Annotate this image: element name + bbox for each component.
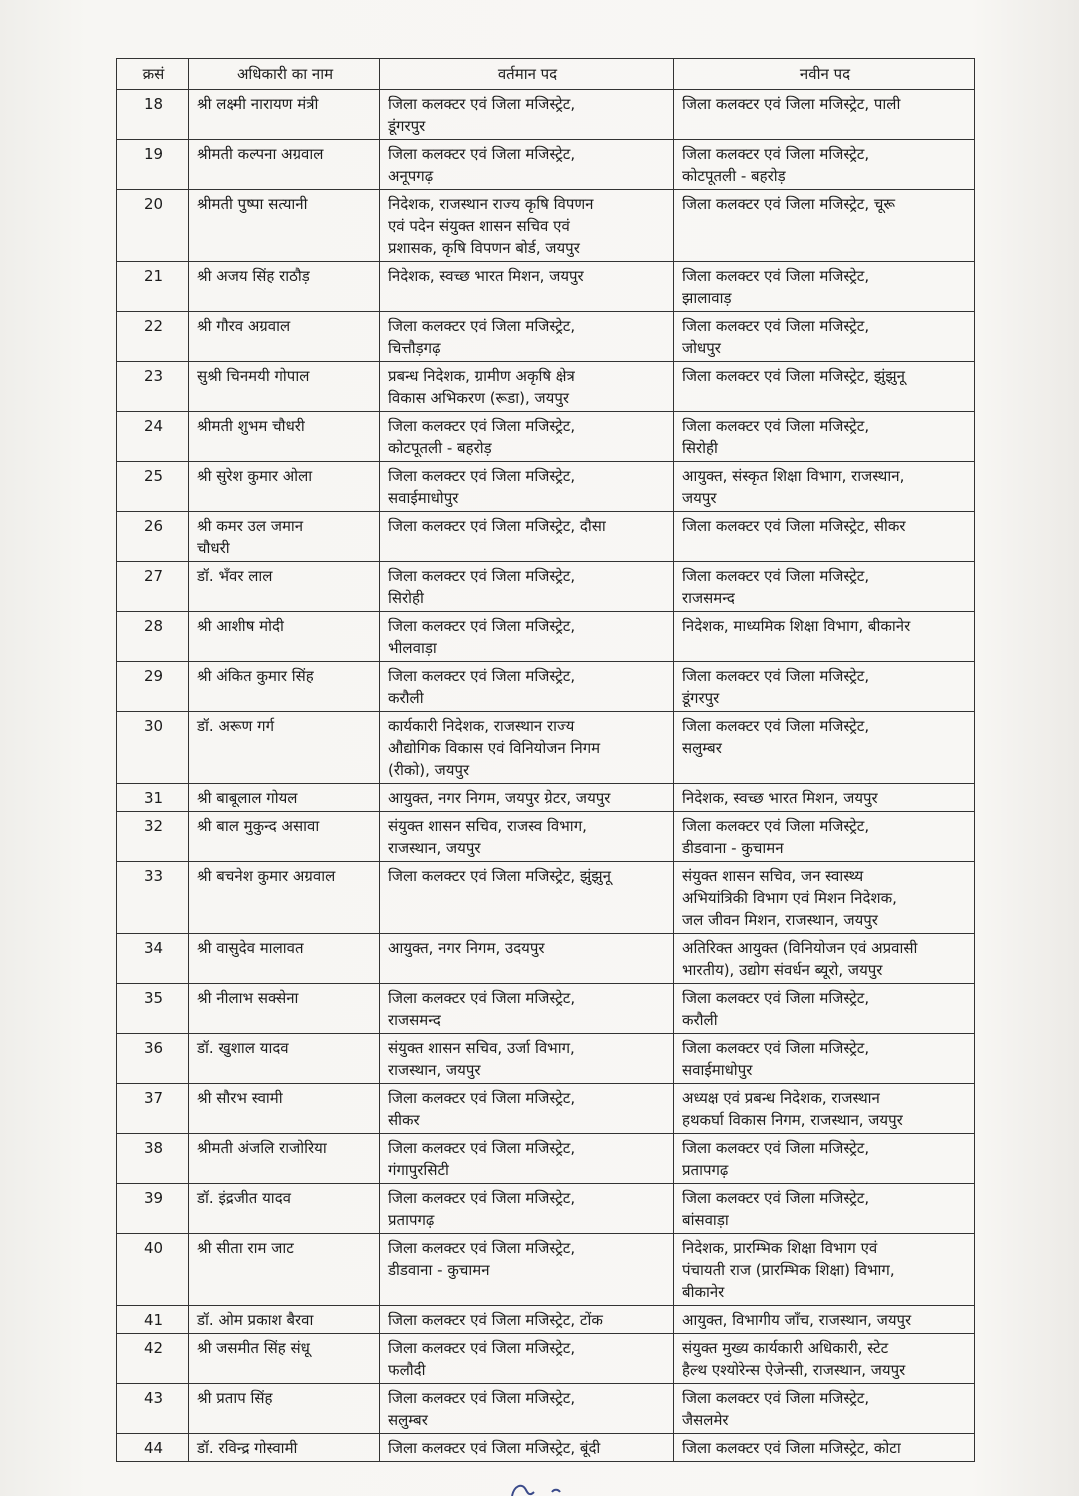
table-row: [117, 262, 975, 312]
serial-no-cell-text: 42: [143, 1339, 164, 1357]
current-post-cell: [380, 984, 674, 1034]
current-post-cell-text: जिला कलक्टर एवं जिला मजिस्ट्रेट, राजसमन्द: [388, 989, 576, 1029]
table-row: [117, 984, 975, 1034]
current-post-cell: [380, 934, 674, 984]
new-post-cell: [674, 1134, 975, 1184]
current-post-cell: [380, 812, 674, 862]
header-officer-name: अधिकारी का नाम: [189, 59, 380, 90]
new-post-cell: [674, 1034, 975, 1084]
new-post-cell: [674, 262, 975, 312]
officer-name-cell: [189, 190, 380, 262]
current-post-cell: [380, 190, 674, 262]
new-post-cell: [674, 562, 975, 612]
new-post-cell-text: जिला कलक्टर एवं जिला मजिस्ट्रेट, जैसलमेर: [682, 1389, 870, 1429]
serial-no-cell-text: 40: [143, 1239, 164, 1257]
officer-name-cell: [189, 140, 380, 190]
table-row: [117, 512, 975, 562]
header-serial-no: क्रसं: [117, 59, 189, 90]
table-row: [117, 862, 975, 934]
officer-name-cell-text: श्री सुरेश कुमार ओला: [197, 467, 313, 485]
new-post-cell: [674, 662, 975, 712]
current-post-cell: [380, 1306, 674, 1334]
current-post-cell-text: जिला कलक्टर एवं जिला मजिस्ट्रेट, भीलवाड़ा: [388, 617, 576, 657]
new-post-cell-text: जिला कलक्टर एवं जिला मजिस्ट्रेट, कोटा: [682, 1439, 901, 1457]
current-post-cell-text: संयुक्त शासन सचिव, राजस्व विभाग, राजस्थान, जयपुर: [388, 817, 587, 857]
current-post-cell-text: जिला कलक्टर एवं जिला मजिस्ट्रेट, गंगापुरसिटी: [388, 1139, 576, 1179]
current-post-cell-text: जिला कलक्टर एवं जिला मजिस्ट्रेट, बूंदी: [388, 1439, 601, 1457]
table-header-row: [117, 59, 975, 90]
current-post-cell: [380, 562, 674, 612]
new-post-cell: [674, 1334, 975, 1384]
officer-name-cell: [189, 362, 380, 412]
new-post-cell-text: जिला कलक्टर एवं जिला मजिस्ट्रेट, चूरू: [682, 195, 896, 213]
new-post-cell: [674, 1384, 975, 1434]
table-row: [117, 190, 975, 262]
officer-name-cell: [189, 934, 380, 984]
serial-no-cell-text: 22: [143, 317, 164, 335]
serial-no-cell: [117, 1234, 189, 1306]
current-post-cell-text: जिला कलक्टर एवं जिला मजिस्ट्रेट, अनूपगढ़: [388, 145, 576, 185]
current-post-cell-text: निदेशक, स्वच्छ भारत मिशन, जयपुर: [388, 267, 584, 285]
table-row: [117, 1084, 975, 1134]
new-post-cell-text: आयुक्त, विभागीय जाँच, राजस्थान, जयपुर: [682, 1311, 912, 1329]
officer-name-cell: [189, 662, 380, 712]
new-post-cell-text: अतिरिक्त आयुक्त (विनियोजन एवं अप्रवासी भारतीय), उद्योग संवर्धन ब्यूरो, जयपुर: [682, 939, 918, 979]
officer-name-cell: [189, 712, 380, 784]
serial-no-cell: [117, 812, 189, 862]
officer-name-cell-text: डॉ. खुशाल यादव: [197, 1039, 289, 1057]
current-post-cell-text: जिला कलक्टर एवं जिला मजिस्ट्रेट, सिरोही: [388, 567, 576, 607]
serial-no-cell-text: 26: [143, 517, 164, 535]
table-row: [117, 1134, 975, 1184]
current-post-cell-text: आयुक्त, नगर निगम, जयपुर ग्रेटर, जयपुर: [388, 789, 611, 807]
serial-no-cell: [117, 412, 189, 462]
current-post-cell: [380, 1434, 674, 1462]
serial-no-cell: [117, 662, 189, 712]
current-post-cell-text: कार्यकारी निदेशक, राजस्थान राज्य औद्योगिक विकास एवं विनियोजन निगम (रीको), जयपुर: [388, 717, 601, 779]
current-post-cell-text: जिला कलक्टर एवं जिला मजिस्ट्रेट, फलौदी: [388, 1339, 576, 1379]
new-post-cell: [674, 784, 975, 812]
table-row: [117, 662, 975, 712]
officer-name-cell-text: डॉ. ओम प्रकाश बैरवा: [197, 1311, 314, 1329]
serial-no-cell-text: 43: [143, 1389, 164, 1407]
serial-no-cell: [117, 312, 189, 362]
new-post-cell-text: जिला कलक्टर एवं जिला मजिस्ट्रेट, सिरोही: [682, 417, 870, 457]
serial-no-cell: [117, 612, 189, 662]
new-post-cell-text: जिला कलक्टर एवं जिला मजिस्ट्रेट, कोटपूतली - बहरोड़: [682, 145, 870, 185]
current-post-cell-text: जिला कलक्टर एवं जिला मजिस्ट्रेट, सीकर: [388, 1089, 576, 1129]
table-row: [117, 1184, 975, 1234]
table-row: [117, 712, 975, 784]
current-post-cell: [380, 1384, 674, 1434]
serial-no-cell-text: 28: [143, 617, 164, 635]
serial-no-cell-text: 29: [143, 667, 164, 685]
serial-no-cell: [117, 1084, 189, 1134]
header-current-post: वर्तमान पद: [380, 59, 674, 90]
current-post-cell-text: जिला कलक्टर एवं जिला मजिस्ट्रेट, सवाईमाधोपुर: [388, 467, 576, 507]
serial-no-cell: [117, 562, 189, 612]
officer-name-cell-text: श्री बचनेश कुमार अग्रवाल: [197, 867, 336, 885]
officer-name-cell-text: श्रीमती पुष्पा सत्यानी: [197, 195, 308, 213]
officer-name-cell-text: डॉ. इंद्रजीत यादव: [197, 1189, 291, 1207]
new-post-cell: [674, 1234, 975, 1306]
new-post-cell: [674, 1434, 975, 1462]
new-post-cell: [674, 612, 975, 662]
current-post-cell: [380, 862, 674, 934]
serial-no-cell-text: 31: [143, 789, 164, 807]
new-post-cell: [674, 1306, 975, 1334]
current-post-cell: [380, 1184, 674, 1234]
officer-name-cell: [189, 812, 380, 862]
serial-no-cell-text: 30: [143, 717, 164, 735]
officer-name-cell-text: श्री अंकित कुमार सिंह: [197, 667, 314, 685]
new-post-cell-text: संयुक्त मुख्य कार्यकारी अधिकारी, स्टेट हैल्थ एश्योरेन्स ऐजेन्सी, राजस्थान, जयपुर: [682, 1339, 906, 1379]
new-post-cell: [674, 462, 975, 512]
serial-no-cell-text: 35: [143, 989, 164, 1007]
officer-name-cell: [189, 984, 380, 1034]
serial-no-cell-text: 21: [143, 267, 164, 285]
serial-no-cell: [117, 1334, 189, 1384]
serial-no-cell-text: 20: [143, 195, 164, 213]
serial-no-cell: [117, 1384, 189, 1434]
current-post-cell: [380, 140, 674, 190]
officer-name-cell-text: श्री सीता राम जाट: [197, 1239, 294, 1257]
new-post-cell-text: जिला कलक्टर एवं जिला मजिस्ट्रेट, डीडवाना - कुचामन: [682, 817, 870, 857]
officer-name-cell: [189, 1384, 380, 1434]
new-post-cell-text: निदेशक, प्रारम्भिक शिक्षा विभाग एवं पंचायती राज (प्रारम्भिक शिक्षा) विभाग, बीकानेर: [682, 1239, 895, 1301]
officer-name-cell-text: श्री बाबूलाल गोयल: [197, 789, 298, 807]
serial-no-cell: [117, 784, 189, 812]
officer-name-cell: [189, 90, 380, 140]
officer-name-cell-text: श्री जसमीत सिंह संधू: [197, 1339, 310, 1357]
serial-no-cell: [117, 1306, 189, 1334]
officer-name-cell-text: डॉ. रविन्द्र गोस्वामी: [197, 1439, 298, 1457]
officer-name-cell-text: श्रीमती अंजलि राजोरिया: [197, 1139, 327, 1157]
new-post-cell: [674, 1084, 975, 1134]
current-post-cell: [380, 312, 674, 362]
officer-name-cell-text: श्री कमर उल जमान चौधरी: [197, 517, 304, 557]
officer-name-cell-text: डॉ. अरूण गर्ग: [197, 717, 275, 735]
officer-name-cell-text: श्री वासुदेव मालावत: [197, 939, 304, 957]
table-row: [117, 812, 975, 862]
signature-mark: [506, 1478, 566, 1496]
new-post-cell: [674, 1184, 975, 1234]
header-new-post: नवीन पद: [674, 59, 975, 90]
serial-no-cell-text: 24: [143, 417, 164, 435]
serial-no-cell-text: 23: [143, 367, 164, 385]
current-post-cell: [380, 612, 674, 662]
serial-no-cell: [117, 262, 189, 312]
officer-name-cell: [189, 1334, 380, 1384]
serial-no-cell: [117, 984, 189, 1034]
officer-name-cell: [189, 1084, 380, 1134]
current-post-cell-text: संयुक्त शासन सचिव, उर्जा विभाग, राजस्थान, जयपुर: [388, 1039, 575, 1079]
current-post-cell: [380, 462, 674, 512]
new-post-cell-text: जिला कलक्टर एवं जिला मजिस्ट्रेट, झुंझुनू: [682, 367, 905, 385]
new-post-cell-text: जिला कलक्टर एवं जिला मजिस्ट्रेट, डूंगरपुर: [682, 667, 870, 707]
serial-no-cell: [117, 1434, 189, 1462]
table-row: [117, 1384, 975, 1434]
table-row: [117, 412, 975, 462]
new-post-cell: [674, 362, 975, 412]
new-post-cell: [674, 90, 975, 140]
new-post-cell-text: संयुक्त शासन सचिव, जन स्वास्थ्य अभियांत्रिकी विभाग एवं मिशन निदेशक, जल जीवन मिशन, राजस्थान, जयपुर: [682, 867, 897, 929]
new-post-cell-text: जिला कलक्टर एवं जिला मजिस्ट्रेट, पाली: [682, 95, 901, 113]
current-post-cell-text: जिला कलक्टर एवं जिला मजिस्ट्रेट, कोटपूतली - बहरोड़: [388, 417, 576, 457]
serial-no-cell-text: 19: [143, 145, 164, 163]
new-post-cell: [674, 712, 975, 784]
current-post-cell: [380, 662, 674, 712]
new-post-cell: [674, 140, 975, 190]
officer-name-cell: [189, 312, 380, 362]
new-post-cell: [674, 812, 975, 862]
new-post-cell: [674, 512, 975, 562]
serial-no-cell: [117, 462, 189, 512]
new-post-cell-text: निदेशक, माध्यमिक शिक्षा विभाग, बीकानेर: [682, 617, 911, 635]
officer-name-cell: [189, 1034, 380, 1084]
new-post-cell: [674, 984, 975, 1034]
officer-name-cell-text: श्री प्रताप सिंह: [197, 1389, 273, 1407]
new-post-cell: [674, 934, 975, 984]
new-post-cell: [674, 312, 975, 362]
officer-name-cell: [189, 1184, 380, 1234]
serial-no-cell: [117, 862, 189, 934]
table-row: [117, 140, 975, 190]
table-row: [117, 1434, 975, 1462]
current-post-cell-text: जिला कलक्टर एवं जिला मजिस्ट्रेट, प्रतापगढ़: [388, 1189, 576, 1229]
serial-no-cell-text: 27: [143, 567, 164, 585]
table-row: [117, 362, 975, 412]
table-row: [117, 562, 975, 612]
serial-no-cell-text: 37: [143, 1089, 164, 1107]
table-row: [117, 312, 975, 362]
current-post-cell-text: जिला कलक्टर एवं जिला मजिस्ट्रेट, डूंगरपुर: [388, 95, 576, 135]
current-post-cell: [380, 1234, 674, 1306]
serial-no-cell-text: 38: [143, 1139, 164, 1157]
new-post-cell-text: जिला कलक्टर एवं जिला मजिस्ट्रेट, जोधपुर: [682, 317, 870, 357]
officer-name-cell: [189, 512, 380, 562]
officer-name-cell: [189, 1306, 380, 1334]
current-post-cell-text: आयुक्त, नगर निगम, उदयपुर: [388, 939, 545, 957]
officer-name-cell-text: डॉ. भँवर लाल: [197, 567, 273, 585]
serial-no-cell-text: 36: [143, 1039, 164, 1057]
serial-no-cell: [117, 934, 189, 984]
current-post-cell: [380, 1084, 674, 1134]
officer-name-cell: [189, 862, 380, 934]
current-post-cell: [380, 784, 674, 812]
serial-no-cell-text: 34: [143, 939, 164, 957]
current-post-cell: [380, 712, 674, 784]
current-post-cell-text: जिला कलक्टर एवं जिला मजिस्ट्रेट, करौली: [388, 667, 576, 707]
officer-name-cell-text: श्री गौरव अग्रवाल: [197, 317, 291, 335]
table-row: [117, 462, 975, 512]
officer-name-cell: [189, 1134, 380, 1184]
serial-no-cell-text: 44: [143, 1439, 164, 1457]
serial-no-cell-text: 41: [143, 1311, 164, 1329]
new-post-cell-text: आयुक्त, संस्कृत शिक्षा विभाग, राजस्थान, जयपुर: [682, 467, 905, 507]
current-post-cell: [380, 412, 674, 462]
current-post-cell-text: निदेशक, राजस्थान राज्य कृषि विपणन एवं पदेन संयुक्त शासन सचिव एवं प्रशासक, कृषि विपणन बोर्ड, जयपुर: [388, 195, 594, 257]
table-row: [117, 90, 975, 140]
table-row: [117, 784, 975, 812]
current-post-cell-text: जिला कलक्टर एवं जिला मजिस्ट्रेट, टोंक: [388, 1311, 603, 1329]
new-post-cell-text: निदेशक, स्वच्छ भारत मिशन, जयपुर: [682, 789, 878, 807]
new-post-cell-text: जिला कलक्टर एवं जिला मजिस्ट्रेट, सलुम्बर: [682, 717, 870, 757]
table-row: [117, 612, 975, 662]
serial-no-cell-text: 39: [143, 1189, 164, 1207]
table-row: [117, 934, 975, 984]
current-post-cell: [380, 90, 674, 140]
current-post-cell: [380, 1334, 674, 1384]
current-post-cell-text: जिला कलक्टर एवं जिला मजिस्ट्रेट, झुंझुनू: [388, 867, 611, 885]
officer-name-cell: [189, 562, 380, 612]
serial-no-cell-text: 33: [143, 867, 164, 885]
table-row: [117, 1234, 975, 1306]
current-post-cell: [380, 362, 674, 412]
officer-name-cell-text: श्री बाल मुकुन्द असावा: [197, 817, 320, 835]
officer-name-cell: [189, 262, 380, 312]
officer-name-cell-text: श्री आशीष मोदी: [197, 617, 284, 635]
current-post-cell: [380, 1134, 674, 1184]
table-row: [117, 1334, 975, 1384]
serial-no-cell: [117, 1184, 189, 1234]
officer-name-cell-text: श्रीमती शुभम चौधरी: [197, 417, 305, 435]
serial-no-cell: [117, 712, 189, 784]
current-post-cell-text: जिला कलक्टर एवं जिला मजिस्ट्रेट, सलुम्बर: [388, 1389, 576, 1429]
serial-no-cell: [117, 512, 189, 562]
serial-no-cell-text: 25: [143, 467, 164, 485]
new-post-cell: [674, 190, 975, 262]
current-post-cell-text: प्रबन्ध निदेशक, ग्रामीण अकृषि क्षेत्र विकास अभिकरण (रूडा), जयपुर: [388, 367, 575, 407]
officer-name-cell-text: श्री अजय सिंह राठौड़: [197, 267, 310, 285]
officer-name-cell: [189, 1234, 380, 1306]
serial-no-cell: [117, 362, 189, 412]
serial-no-cell: [117, 1034, 189, 1084]
officer-name-cell: [189, 1434, 380, 1462]
new-post-cell-text: जिला कलक्टर एवं जिला मजिस्ट्रेट, झालावाड़: [682, 267, 870, 307]
current-post-cell-text: जिला कलक्टर एवं जिला मजिस्ट्रेट, चित्तौड़गढ़: [388, 317, 576, 357]
serial-no-cell-text: 18: [143, 95, 164, 113]
table-row: [117, 1034, 975, 1084]
serial-no-cell: [117, 140, 189, 190]
new-post-cell-text: अध्यक्ष एवं प्रबन्ध निदेशक, राजस्थान हथकर्घा विकास निगम, राजस्थान, जयपुर: [682, 1089, 903, 1129]
current-post-cell-text: जिला कलक्टर एवं जिला मजिस्ट्रेट, डीडवाना - कुचामन: [388, 1239, 576, 1279]
officer-name-cell-text: सुश्री चिनमयी गोपाल: [197, 367, 310, 385]
current-post-cell: [380, 512, 674, 562]
table-row: [117, 1306, 975, 1334]
current-post-cell: [380, 262, 674, 312]
officer-name-cell: [189, 784, 380, 812]
new-post-cell: [674, 412, 975, 462]
new-post-cell: [674, 862, 975, 934]
officer-name-cell: [189, 612, 380, 662]
serial-no-cell: [117, 190, 189, 262]
serial-no-cell: [117, 90, 189, 140]
new-post-cell-text: जिला कलक्टर एवं जिला मजिस्ट्रेट, प्रतापगढ़: [682, 1139, 870, 1179]
officer-name-cell-text: श्री लक्ष्मी नारायण मंत्री: [197, 95, 319, 113]
new-post-cell-text: जिला कलक्टर एवं जिला मजिस्ट्रेट, सीकर: [682, 517, 906, 535]
transfer-table: [116, 58, 975, 1462]
officer-name-cell-text: श्री नीलाभ सक्सेना: [197, 989, 299, 1007]
new-post-cell-text: जिला कलक्टर एवं जिला मजिस्ट्रेट, सवाईमाधोपुर: [682, 1039, 870, 1079]
officer-name-cell: [189, 462, 380, 512]
officer-name-cell-text: श्री सौरभ स्वामी: [197, 1089, 283, 1107]
new-post-cell-text: जिला कलक्टर एवं जिला मजिस्ट्रेट, करौली: [682, 989, 870, 1029]
current-post-cell: [380, 1034, 674, 1084]
officer-name-cell-text: श्रीमती कल्पना अग्रवाल: [197, 145, 324, 163]
serial-no-cell-text: 32: [143, 817, 164, 835]
serial-no-cell: [117, 1134, 189, 1184]
new-post-cell-text: जिला कलक्टर एवं जिला मजिस्ट्रेट, राजसमन्द: [682, 567, 870, 607]
officer-name-cell: [189, 412, 380, 462]
new-post-cell-text: जिला कलक्टर एवं जिला मजिस्ट्रेट, बांसवाड़ा: [682, 1189, 870, 1229]
current-post-cell-text: जिला कलक्टर एवं जिला मजिस्ट्रेट, दौसा: [388, 517, 606, 535]
